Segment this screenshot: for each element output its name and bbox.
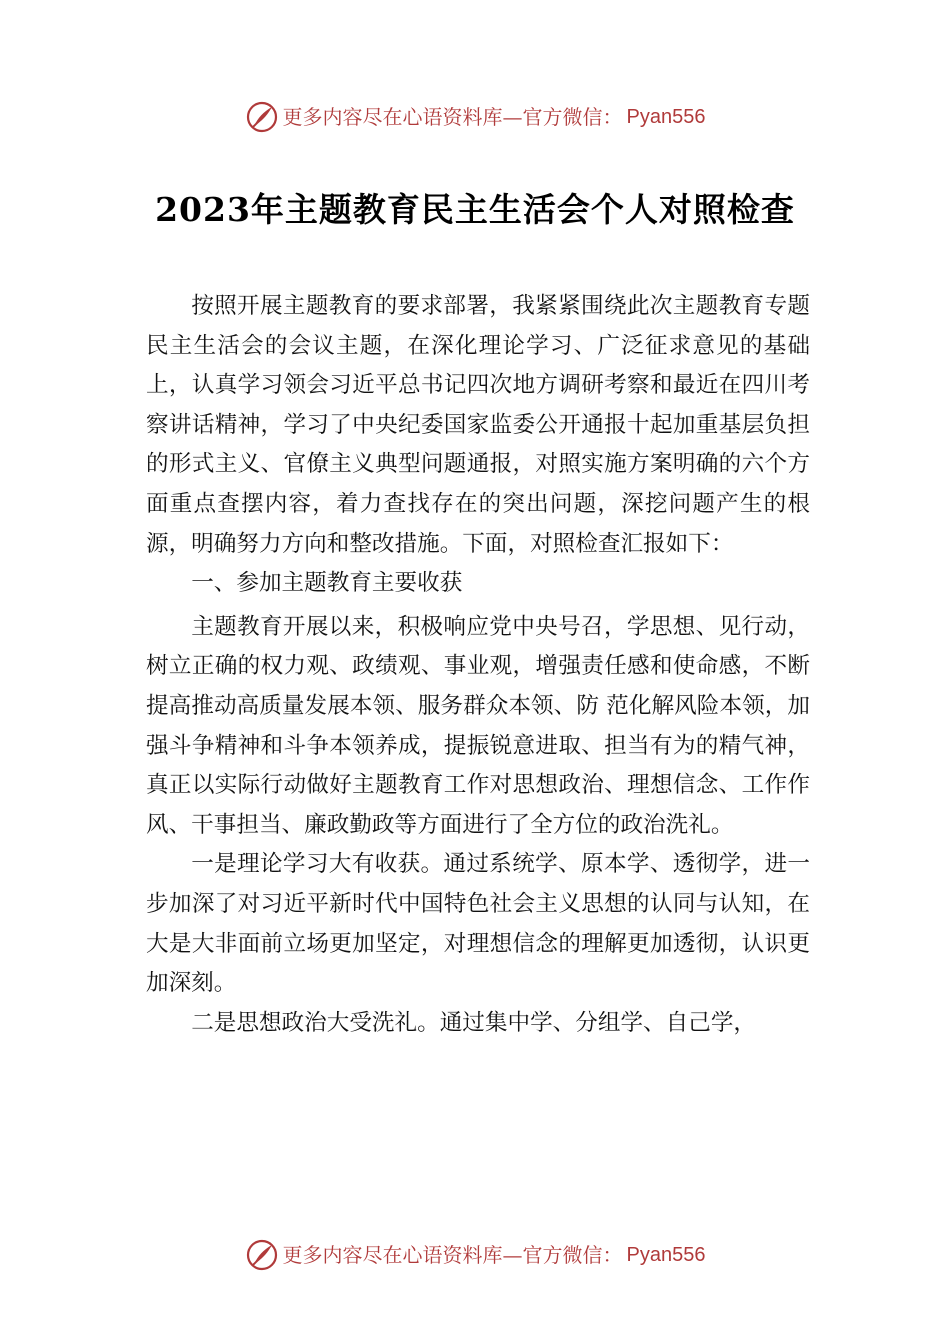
footer-watermark-banner xyxy=(0,1238,950,1272)
banner-text: 更多内容尽在心语资料库—官方微信： xyxy=(282,105,623,129)
body-paragraph-gains: 主题教育开展以来，积极响应党中央号召，学思想、见行动，树立正确的权力观、政绩观、事业观，增强责任感和使命感，不断提高推动高质量发展本领、服务群众本领、防 范化解风险本领，加强斗争精神和斗争本领养成，提振锐意进取、担当有为的精气神，真正以实际行动做好主题教育工作对思想政治、理想信念、工作作风、干事担当、廉政勤政等方面进行了全方位的政治洗礼。 xyxy=(146,613,810,838)
banner-wechat-handle: Pyan556 xyxy=(626,106,706,128)
feather-pen-logo-icon xyxy=(245,1238,279,1272)
feather-pen-logo-icon xyxy=(245,100,279,134)
header-watermark-banner xyxy=(0,100,950,134)
body-paragraph-theory: 一是理论学习大有收获。通过系统学、原本学、透彻学，进一步加深了对习近平新时代中国特色社会主义思想的认同与认知，在大是大非面前立场更加坚定，对理想信念的理解更加透彻，认识更加深刻。 xyxy=(146,851,810,997)
banner-text: 更多内容尽在心语资料库—官方微信： xyxy=(282,1243,623,1267)
section-heading-1: 一、参加主题教育主要收获 xyxy=(191,570,463,597)
body-paragraph-intro: 按照开展主题教育的要求部署，我紧紧围绕此次主题教育专题民主生活会的会议主题，在深化理论学习、广泛征求意见的基础上，认真学习领会习近平总书记四次地方调研考察和最近在四川考察讲话精神，学习了中央纪委国家监委公开通报十起加重基层负担的形式主义、官僚主义典型问题通报，对照实施方案明确的六个方面重点查摆内容，着力查找存在的突出问题，深挖问题产生的根源，明确努力方向和整改措施。下面，对照检查汇报如下： xyxy=(146,293,810,557)
body-paragraph-politics: 二是思想政治大受洗礼。通过集中学、分组学、自己学， xyxy=(191,1009,757,1036)
document-title: 2023年主题教育民主生活会个人对照检查 xyxy=(155,190,795,229)
document-body xyxy=(146,287,810,1043)
banner-wechat-handle: Pyan556 xyxy=(626,1244,706,1266)
